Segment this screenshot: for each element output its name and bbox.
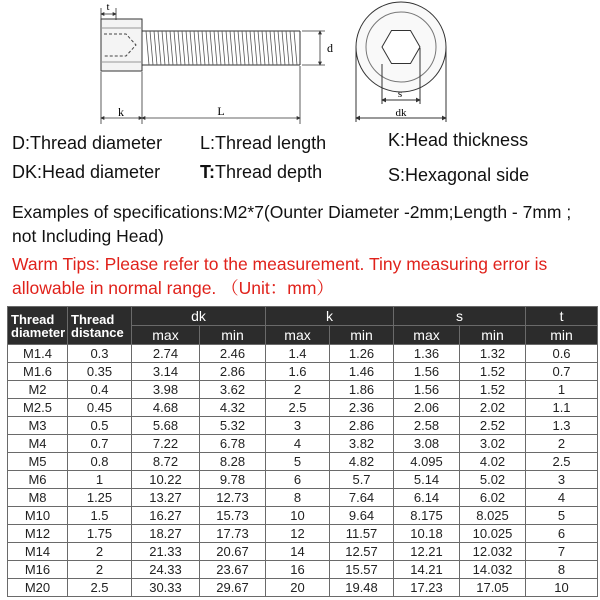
table-cell: 1.1 [526,399,598,417]
header-k-max: max [266,326,330,345]
table-row [8,525,598,543]
header-dk-max: max [132,326,200,345]
table-cell: 2.36 [330,399,394,417]
table-cell: 29.67 [200,579,266,597]
table-cell: 10.18 [394,525,460,543]
header-thread-distance: Thread distance [68,307,132,345]
table-cell: 6.14 [394,489,460,507]
table-cell: M4 [8,435,68,453]
table-cell: 23.67 [200,561,266,579]
table-cell: 2.58 [394,417,460,435]
specification-note: Examples of specifications:M2*7(Ounter Diameter -2mm;Length - 7mm ; not Including Head) [12,202,572,246]
table-cell: 2.06 [394,399,460,417]
table-cell: 11.57 [330,525,394,543]
table-cell: 1.56 [394,381,460,399]
table-cell: 3.02 [460,435,526,453]
table-cell: 14 [266,543,330,561]
table-cell: M2 [8,381,68,399]
table-cell: 0.5 [68,417,132,435]
table-cell: 2.46 [200,345,266,363]
table-cell: M5 [8,453,68,471]
header-t-min: min [526,326,598,345]
table-cell: 3 [266,417,330,435]
thread-line [242,31,245,65]
thread-line [198,31,201,65]
table-cell: 2 [68,543,132,561]
screw-end-view [356,2,446,122]
table-cell: 17.05 [460,579,526,597]
legend-thread-depth [200,162,322,183]
thread-line [246,31,249,65]
thread-line [202,31,205,65]
label-s: s [397,88,403,100]
table-cell: 20.67 [200,543,266,561]
table-cell: 1 [68,471,132,489]
thread-line [270,31,273,65]
table-cell: 2 [68,561,132,579]
table-cell: 4.095 [394,453,460,471]
thread-line [206,31,209,65]
table-cell: 8 [266,489,330,507]
table-cell: 12.57 [330,543,394,561]
header-s: s [394,307,526,326]
table-cell: 8.025 [460,507,526,525]
table-cell: 1.86 [330,381,394,399]
thread-line [266,31,269,65]
table-cell: 10.025 [460,525,526,543]
table-cell: M16 [8,561,68,579]
table-cell: 8 [526,561,598,579]
table-cell: 1.5 [68,507,132,525]
table-cell: 1.56 [394,363,460,381]
table-cell: 1.52 [460,363,526,381]
table-cell: 14.032 [460,561,526,579]
table-cell: 1 [526,381,598,399]
table-row [8,561,598,579]
legend-thread-depth-key: T: [200,162,215,182]
thread-line [174,31,177,65]
label-d: d [327,41,333,55]
table-cell: 1.52 [460,381,526,399]
table-cell: 18.27 [132,525,200,543]
table-cell: 4 [266,435,330,453]
table-cell: 5.68 [132,417,200,435]
table-row [8,471,598,489]
legend-thread-depth-label: Thread depth [215,162,323,182]
table-cell: 2 [526,435,598,453]
table-cell: 5 [526,507,598,525]
thread-line [286,31,289,65]
table-cell: 17.23 [394,579,460,597]
table-cell: 13.27 [132,489,200,507]
table-cell: 7 [526,543,598,561]
table-cell: M12 [8,525,68,543]
table-cell: 24.33 [132,561,200,579]
table-cell: 0.3 [68,345,132,363]
table-cell: 4.02 [460,453,526,471]
table-cell: 1.46 [330,363,394,381]
table-cell: 6.78 [200,435,266,453]
table-cell: 1.36 [394,345,460,363]
table-cell: 3.08 [394,435,460,453]
table-cell: 2.5 [68,579,132,597]
header-thread-diameter: Thread diameter [8,307,68,345]
table-cell: 30.33 [132,579,200,597]
table-cell: 5 [266,453,330,471]
table-cell: 8.28 [200,453,266,471]
thread-line [214,31,217,65]
table-cell: 4.68 [132,399,200,417]
dimension-table [7,306,598,597]
table-cell: 0.7 [526,363,598,381]
table-cell: 1.6 [266,363,330,381]
table-cell: 20 [266,579,330,597]
thread-pattern [146,31,297,65]
thread-line [254,31,257,65]
table-cell: 2.5 [526,453,598,471]
legend-head-thickness: K:Head thickness [388,130,529,150]
table-cell: 9.78 [200,471,266,489]
table-cell: M3 [8,417,68,435]
thread-line [238,31,241,65]
table-cell: 10 [526,579,598,597]
screw-diagram [0,0,600,128]
table-cell: 6 [266,471,330,489]
table-cell: 0.4 [68,381,132,399]
table-cell: 3.82 [330,435,394,453]
table-cell: 1.75 [68,525,132,543]
label-L: L [217,104,225,118]
thread-line [190,31,193,65]
table-cell: 6.02 [460,489,526,507]
table-cell: 3 [526,471,598,489]
thread-line [250,31,253,65]
header-s-max: max [394,326,460,345]
legend-hexagonal-side: S:Hexagonal side [388,165,530,185]
thread-line [230,31,233,65]
table-cell: 9.64 [330,507,394,525]
header-k-min: min [330,326,394,345]
table-row [8,435,598,453]
table-cell: 2.86 [330,417,394,435]
thread-line [274,31,277,65]
table-cell: M1.6 [8,363,68,381]
table-cell: 12.032 [460,543,526,561]
table-cell: 2.74 [132,345,200,363]
thread-line [162,31,165,65]
table-cell: M14 [8,543,68,561]
table-cell: M2.5 [8,399,68,417]
table-cell: 8.72 [132,453,200,471]
table-cell: 4.82 [330,453,394,471]
table-row [8,399,598,417]
table-cell: 14.21 [394,561,460,579]
table-cell: 5.32 [200,417,266,435]
thread-line [234,31,237,65]
thread-line [278,31,281,65]
table-cell: 12.21 [394,543,460,561]
table-row [8,345,598,363]
table-cell: 3.14 [132,363,200,381]
thread-line [262,31,265,65]
table-cell: M10 [8,507,68,525]
table-row [8,381,598,399]
table-row [8,417,598,435]
thread-line [154,31,157,65]
table-row [8,507,598,525]
table-cell: 0.7 [68,435,132,453]
thread-line [178,31,181,65]
thread-line [182,31,185,65]
table-cell: M6 [8,471,68,489]
table-cell: 1.4 [266,345,330,363]
thread-line [166,31,169,65]
table-cell: 5.14 [394,471,460,489]
legend-thread-length: L:Thread length [200,133,327,153]
thread-line [222,31,225,65]
table-cell: 7.22 [132,435,200,453]
table-cell: 2 [266,381,330,399]
table-cell: 17.73 [200,525,266,543]
thread-line [282,31,285,65]
table-cell: 2.5 [266,399,330,417]
table-cell: 15.57 [330,561,394,579]
thread-line [258,31,261,65]
thread-line [290,31,293,65]
thread-line [146,31,149,65]
label-t: t [106,1,110,13]
table-cell: 6 [526,525,598,543]
table-cell: 12.73 [200,489,266,507]
thread-line [210,31,213,65]
thread-line [150,31,153,65]
table-cell: 7.64 [330,489,394,507]
thread-line [194,31,197,65]
table-cell: 5.02 [460,471,526,489]
table-cell: 4 [526,489,598,507]
table-row [8,453,598,471]
table-cell: 0.35 [68,363,132,381]
table-cell: 12 [266,525,330,543]
table-cell: 0.6 [526,345,598,363]
table-cell: 15.73 [200,507,266,525]
thread-line [218,31,221,65]
table-cell: 19.48 [330,579,394,597]
header-t: t [526,307,598,326]
thread-line [158,31,161,65]
table-cell: 1.3 [526,417,598,435]
legend-head-diameter: DK:Head diameter [12,162,161,182]
table-cell: 0.8 [68,453,132,471]
label-dk: dk [395,107,407,119]
table-cell: 8.175 [394,507,460,525]
table-cell: 5.7 [330,471,394,489]
label-k: k [118,105,124,119]
header-s-min: min [460,326,526,345]
table-cell: 2.52 [460,417,526,435]
header-dk-min: min [200,326,266,345]
header-k: k [266,307,394,326]
table-cell: 0.45 [68,399,132,417]
thread-line [170,31,173,65]
table-cell: M1.4 [8,345,68,363]
table-cell: 2.86 [200,363,266,381]
table-cell: 1.25 [68,489,132,507]
table-cell: 16 [266,561,330,579]
table-cell: 4.32 [200,399,266,417]
table-cell: 1.26 [330,345,394,363]
table-cell: 2.02 [460,399,526,417]
table-cell: 1.32 [460,345,526,363]
table-cell: 16.27 [132,507,200,525]
warm-tips: Warm Tips: Please refer to the measurement. Tiny measuring error is allowable in normal range. （Unit：mm） [12,254,548,298]
table-cell: M8 [8,489,68,507]
header-dk: dk [132,307,266,326]
table-cell: 3.98 [132,381,200,399]
table-row [8,579,598,597]
table-row [8,543,598,561]
table-cell: 10.22 [132,471,200,489]
thread-line [226,31,229,65]
legend-thread-diameter: D:Thread diameter [12,133,163,153]
table-cell: 21.33 [132,543,200,561]
thread-line [186,31,189,65]
thread-line [294,31,297,65]
table-cell: 3.62 [200,381,266,399]
table-cell: M20 [8,579,68,597]
table-cell: 10 [266,507,330,525]
table-row [8,489,598,507]
table-row [8,363,598,381]
